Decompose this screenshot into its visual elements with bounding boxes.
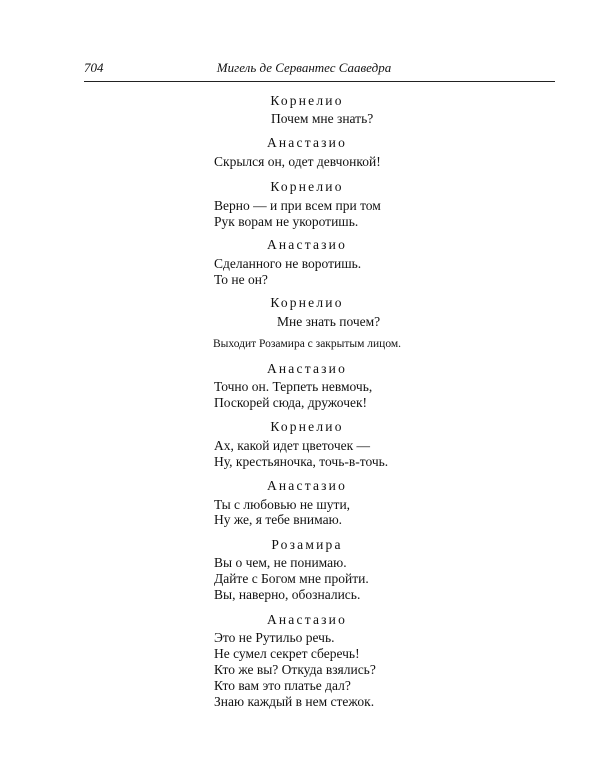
verse-line: Ну же, я тебе внимаю. <box>214 512 343 527</box>
verse-line: Вы, наверно, обознались. <box>214 587 361 602</box>
header-rule <box>84 81 555 82</box>
speaker-name: Корнелио <box>270 419 344 434</box>
verse-line: Точно он. Терпеть невмочь, <box>214 379 373 394</box>
speaker-name: Анастазио <box>266 135 348 150</box>
verse-line: Кто же вы? Откуда взялись? <box>214 662 376 677</box>
verse-line: Не сумел секрет сберечь! <box>214 646 360 661</box>
speaker-name: Анастазио <box>266 361 348 376</box>
verse-line: Мне знать почем? <box>277 314 381 329</box>
speaker-name: Анастазио <box>266 237 348 252</box>
verse-line: Ты с любовью не шути, <box>214 497 351 512</box>
running-title: Мигель де Сервантес Сааведра <box>216 60 392 75</box>
verse-line: То не он? <box>214 272 268 287</box>
speaker-name: Анастазио <box>266 478 348 493</box>
verse-line: Рук ворам не укоротишь. <box>214 214 359 229</box>
stage-direction: Выходит Розамира с закрытым лицом. <box>212 338 402 350</box>
speaker-name: Анастазио <box>266 612 348 627</box>
verse-line: Скрылся он, одет девчонкой! <box>214 154 381 169</box>
verse-line: Вы о чем, не понимаю. <box>214 555 347 570</box>
verse-line: Поскорей сюда, дружочек! <box>214 395 368 410</box>
speaker-name: Корнелио <box>270 179 344 194</box>
verse-line: Ну, крестьяночка, точь-в-точь. <box>214 454 389 469</box>
verse-line: Дайте с Богом мне пройти. <box>214 571 369 586</box>
verse-line: Верно — и при всем при том <box>214 198 381 213</box>
verse-line: Сделанного не воротишь. <box>214 256 362 271</box>
verse-line: Знаю каждый в нем стежок. <box>214 694 375 709</box>
verse-line: Кто вам это платье дал? <box>214 678 351 693</box>
verse-line: Ах, какой идет цветочек — <box>214 438 371 453</box>
speaker-name: Розамира <box>271 537 343 552</box>
speaker-name: Корнелио <box>270 93 344 108</box>
verse-line: Это не Рутильо речь. <box>214 630 335 645</box>
verse-line: Почем мне знать? <box>271 111 374 126</box>
page-number: 704 <box>84 60 104 75</box>
speaker-name: Корнелио <box>270 295 344 310</box>
